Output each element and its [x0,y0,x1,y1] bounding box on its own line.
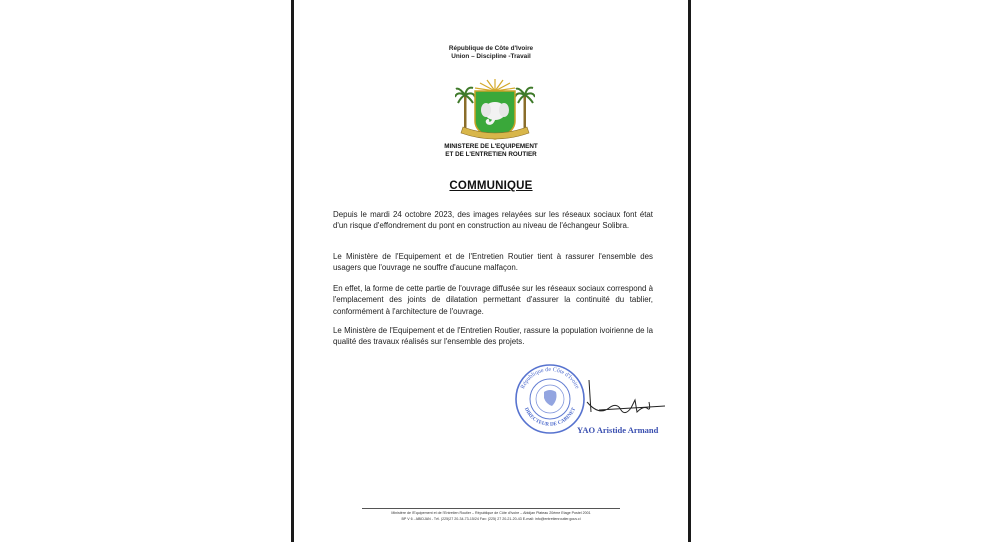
header-motto: Union – Discipline -Travail [451,52,531,60]
stamp-emblem-icon [544,390,557,406]
stamp-bottom-text: DIRECTEUR DE CABINET [522,406,578,428]
ministry-name-line2: ET DE L'ENTRETIEN ROUTIER [445,151,537,158]
paragraph-2: Le Ministère de l'Equipement et de l'Entretien Routier tient à rassurer l'ensemble des usagers que l'ouvrage ne souffre d'aucune malfaçon. [333,252,653,273]
palm-tree-right-icon [515,88,535,129]
footer-divider [362,508,620,509]
stamp-outer-text: République de Côte d'Ivoire [520,366,580,390]
ministry-name-line1: MINISTERE DE L'EQUIPEMENT [444,143,538,150]
footer-address-line1: Ministère de l'Equipement et de l'Entretien Routier – République de Côte d'Ivoire – Abidjan Plateau 20ème Etage Postel 2001 [391,511,591,515]
paragraph-3: En effet, la forme de cette partie de l'ouvrage diffusée sur les réseaux sociaux correspond à l'emplacement des joints de dilatation permettant d'assurer la continuité du tablier, conformément à l'architecture de l'ouvrage. [333,284,653,316]
paragraph-4: Le Ministère de l'Equipement et de l'Entretien Routier, rassure la population ivoirienne de la qualité des travaux réalisés sur l'ensemble des projets. [333,326,653,347]
paragraph-1: Depuis le mardi 24 octobre 2023, des images relayées sur les réseaux sociaux font état d'un risque d'effondrement du pont en construction au niveau de l'échangeur Solibra. [333,210,653,231]
document-page [291,0,691,542]
sun-rays-icon [475,79,515,91]
coat-of-arms-emblem [455,77,535,143]
footer-address-line2: BP V 6 - ABIDJAN - Tél. (225)27 20-34-73-15/24 Fax: (225) 27 20-21-20-43 E-mail: info@entretienroutier.gouv.ci [401,517,581,521]
palm-tree-left-icon [455,88,475,129]
header-country: République de Côte d'Ivoire [448,45,534,52]
signer-name: YAO Aristide Armand [577,425,659,435]
document-title: COMMUNIQUE [449,180,533,192]
handwritten-signature [569,372,669,432]
